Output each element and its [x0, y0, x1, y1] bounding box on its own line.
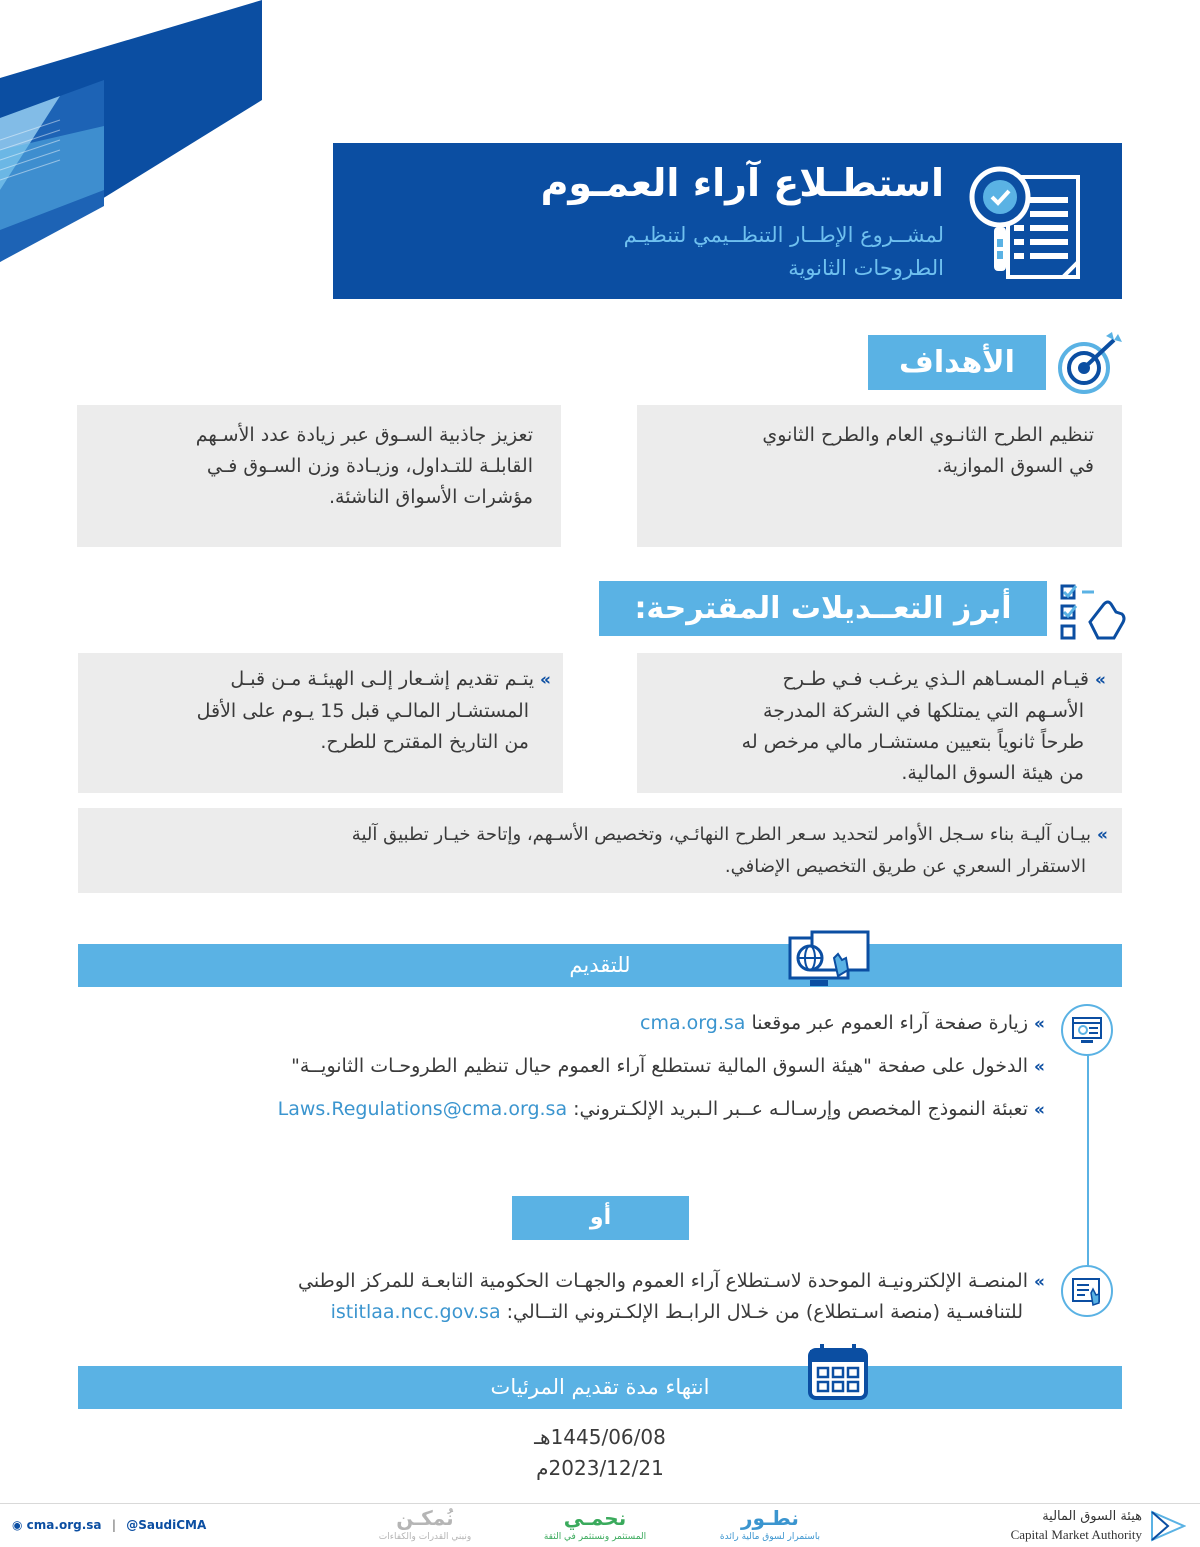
bullet-chevron-icon: » [1034, 1272, 1045, 1292]
checklist-hand-icon [1058, 582, 1126, 642]
web-form-icon [1061, 1004, 1113, 1056]
or-divider: أو [512, 1196, 689, 1240]
target-icon [1056, 332, 1124, 394]
change-2-line2: المستشـار المالـي قبل 15 يـوم على الأقل [196, 700, 529, 722]
footer-social [12, 1518, 206, 1532]
goal-card-1 [637, 405, 1122, 547]
goal-2-line1: تعزيز جاذبية السـوق عبر زيادة عدد الأسـهم [195, 424, 533, 446]
footer-value-develop-tag: باستمرار لسوق مالية رائدة [719, 1532, 821, 1542]
steps-connector-line [1087, 1048, 1089, 1270]
footer-value-enable-tag: ونبني القدرات والكفاءات [378, 1532, 472, 1542]
footer-value-develop: نطـور [741, 1506, 799, 1530]
deadline-gregorian: 2023/12/21م [536, 1456, 664, 1480]
magnifier-document-icon [968, 157, 1092, 285]
bullet-chevron-icon: » [1034, 1100, 1045, 1120]
corner-decoration [0, 0, 262, 262]
apply-heading: للتقديم [78, 944, 1122, 987]
hero-banner [333, 143, 1122, 299]
calendar-icon [806, 1342, 870, 1402]
footer-org-arabic: هيئة السوق المالية [1042, 1509, 1142, 1524]
monitor-globe-icon [786, 928, 872, 990]
footer-org-english: Capital Market Authority [1010, 1527, 1142, 1542]
cma-logo-icon [1150, 1510, 1186, 1542]
change-card-1 [637, 653, 1122, 793]
screen-click-icon [1061, 1265, 1113, 1317]
change-1-line3: طرحاً ثانوياً بتعيين مستشـار مالي مرخص له [741, 731, 1084, 753]
apply-step-1: »زيارة صفحة آراء العموم عبر موقعنا cma.org.sa [640, 1012, 1045, 1034]
footer-value-enable: نُمكـن [396, 1506, 454, 1530]
change-card-3 [78, 808, 1122, 893]
cma-website-link[interactable]: cma.org.sa [640, 1012, 746, 1034]
footer [0, 1503, 1200, 1547]
change-2-line1: »يتـم تقديم إشـعار إلـى الهيئـة مـن قبـل [230, 668, 551, 690]
bullet-chevron-icon: » [1095, 670, 1106, 690]
deadline-heading: انتهاء مدة تقديم المرئيات [78, 1366, 1122, 1409]
goals-heading: الأهداف [868, 335, 1046, 390]
footer-value-protect: نحمـي [563, 1506, 627, 1530]
change-1-line2: الأسـهم التي يمتلكها في الشركة المدرجة [763, 700, 1084, 722]
footer-separator: | [111, 1518, 117, 1532]
email-link[interactable]: Laws.Regulations@cma.org.sa [277, 1098, 568, 1120]
change-1-line4: من هيئة السوق المالية. [901, 762, 1084, 784]
goal-card-2 [77, 405, 561, 547]
change-card-2 [78, 653, 563, 793]
change-3-line2: الاستقرار السعري عن طريق التخصيص الإضافي. [724, 856, 1086, 877]
apply-step-4: »المنصـة الإلكترونيـة الموحدة لاسـتطلاع آراء العموم والجهـات الحكومية التابعـة للمركز الوطني للتنافسـية (منصة اسـتطلاع) من خـلال الرابـط الإلكـتروني التــالي: istitlaa.ncc.gov.sa [298, 1270, 1045, 1323]
deadline-hijri: 1445/06/08هـ [534, 1425, 666, 1449]
page-subtitle-line1: لمشــروع الإطــار التنظــيمي لتنظيـم [623, 223, 944, 247]
goal-1-line1: تنظيم الطرح الثانـوي العام والطرح الثانوي [762, 424, 1094, 446]
goal-2-line3: مؤشرات الأسواق الناشئة. [329, 486, 533, 508]
goal-2-line2: القابلـة للتـداول، وزيـادة وزن السـوق فـي [206, 455, 533, 477]
apply-step-3: »تعبئة النموذج المخصص وإرسـالـه عــبر الـبريد الإلكـتروني: Laws.Regulations@cma.org.sa [277, 1098, 1045, 1120]
change-3-line1: »بيـان آليـة بناء سـجل الأوامر لتحديد سـعر الطرح النهائـي، وتخصيص الأسـهم، وإتاحة خيـار تطبيق آلية [351, 824, 1108, 845]
web-icon: ◉ [12, 1518, 23, 1532]
page-subtitle-line2: الطروحات الثانوية [788, 256, 944, 280]
change-2-line3: من التاريخ المقترح للطرح. [320, 731, 529, 753]
changes-heading: أبرز التعــديلات المقترحة: [599, 581, 1047, 636]
goal-1-line2: في السوق الموازية. [936, 455, 1094, 477]
bullet-chevron-icon: » [540, 670, 551, 690]
footer-handle-link[interactable]: @SaudiCMA [126, 1518, 207, 1532]
footer-value-protect-tag: المستثمر ونستثمر في الثقة [543, 1532, 647, 1542]
istitlaa-link[interactable]: istitlaa.ncc.gov.sa [330, 1301, 501, 1323]
change-1-line1: »قيـام المسـاهم الـذي يرغـب فـي طـرح [782, 668, 1106, 690]
footer-site-link[interactable]: cma.org.sa [26, 1518, 102, 1532]
bullet-chevron-icon: » [1097, 825, 1108, 845]
apply-step-2: »الدخول على صفحة "هيئة السوق المالية تستطلع آراء العموم حيال تنظيم الطروحـات الثانويــة" [291, 1055, 1045, 1077]
bullet-chevron-icon: » [1034, 1014, 1045, 1034]
bullet-chevron-icon: » [1034, 1057, 1045, 1077]
page-title: استطـلاع آراء العمـوم [540, 161, 944, 205]
